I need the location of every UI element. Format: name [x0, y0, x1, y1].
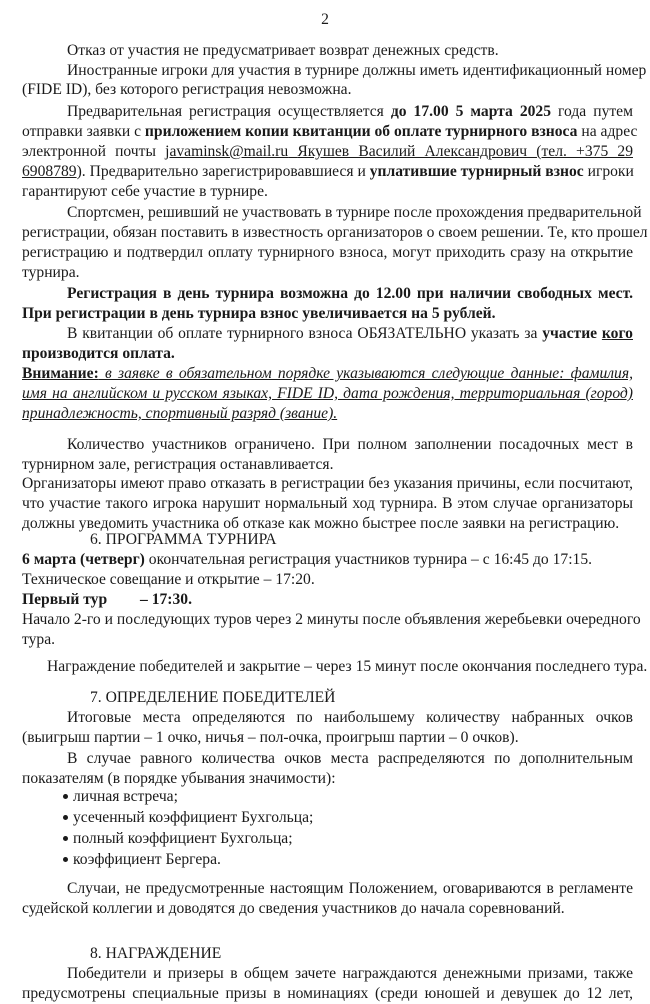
tiebreak-intro-2: показателям (в порядке убывания значимости): [22, 770, 336, 787]
tiebreak-intro-1: В случае равного количества очков места распределяются по дополнительным [67, 750, 633, 767]
same-day-registration-2: При регистрации в день турнира взнос увеличивается на 5 рублей. [22, 305, 496, 322]
attention-label: Внимание: [22, 365, 99, 382]
bullet-icon [63, 815, 68, 820]
attention-text: в заявке в обязательном порядке указываются следующие данные: фамилия, [105, 365, 633, 382]
refusal-text-2: что участие такого игрока нарушит нормальный ход турнира. В этом случае организаторы [22, 495, 633, 512]
awards-text-2: предусмотрены специальные призы в номинациях (среди юношей и девушек до 12 лет, [22, 985, 633, 1002]
tiebreak-item [63, 787, 178, 806]
attention-line-2: имя на английском и русском языках, FIDE ID, дата рождения, территориальная (город) [22, 385, 633, 402]
foreign-players-text-1: Иностранные игроки для участия в турнире должны иметь идентификационный номер [67, 62, 647, 79]
tiebreak-item [63, 829, 293, 848]
tiebreak-item [63, 808, 313, 827]
prereg-text-end: года путем [558, 103, 633, 120]
foreign-players-text-2: (FIDE ID), без которого регистрация невозможна. [22, 81, 352, 98]
tiebreak-item [63, 850, 221, 869]
bullet-icon [63, 836, 68, 841]
tiebreak-label: личная встреча; [73, 788, 178, 805]
receipt-text: В квитанции об оплате турнирного взноса ОБЯЗАТЕЛЬНО указать за [67, 325, 538, 342]
section-8-heading: 8. НАГРАЖДЕНИЕ [90, 945, 222, 962]
prereg-text: электронной почты [22, 143, 156, 160]
awards-text-1: Победители и призеры в общем зачете награждаются денежными призами, также [67, 965, 633, 982]
refund-notice: Отказ от участия не предусматривает возврат денежных средств. [67, 42, 499, 59]
withdrawal-text-3: регистрацию и подтвердил оплату турнирного взноса, могут приходить сразу на открытие [22, 244, 633, 261]
refusal-text-3: должны уведомить участника об отказе как можно быстрее после заявки на регистрацию. [22, 515, 620, 532]
receipt-note-1 [67, 324, 633, 343]
capacity-text-2: турнирном зале, регистрация останавливается. [22, 456, 334, 473]
email-link[interactable]: javaminsk@mail.ru [165, 143, 289, 160]
bullet-icon [63, 794, 68, 799]
receipt-whom: кого [601, 325, 633, 342]
attention-line-3: принадлежность, спортивный разряд (звание). [22, 405, 338, 422]
bullet-icon [63, 857, 68, 862]
program-line-5: тура. [22, 631, 56, 648]
other-cases-1: Случаи, не предусмотренные настоящим Положением, оговариваются в регламенте [67, 880, 633, 897]
prereg-text: Предварительная регистрация осуществляется [67, 103, 384, 120]
tiebreak-label: полный коэффициент Бухгольца; [73, 830, 293, 847]
prereg-line-2 [22, 122, 638, 141]
capacity-text-1: Количество участников ограничено. При полном заполнении посадочных мест в [67, 436, 633, 453]
refusal-text-1: Организаторы имеют право отказать в регистрации без указания причины, если посчитают, [22, 475, 633, 492]
prereg-text: на адрес [581, 123, 638, 140]
program-date: 6 марта (четверг) [22, 551, 145, 568]
program-line-2: Техническое совещание и открытие – 17:20. [22, 571, 315, 588]
page-number: 2 [321, 11, 329, 28]
prereg-receipt-requirement: приложением копии квитанции об оплате турнирного взноса [144, 123, 578, 140]
paid-fee-text: уплатившие турнирный взнос [369, 163, 584, 180]
program-line-1 [22, 550, 633, 569]
prereg-line-3 [22, 142, 633, 161]
withdrawal-text-4: турнира. [22, 264, 80, 281]
program-line-4: Начало 2-го и последующих туров через 2 минуты после объявления жеребьевки очередного [22, 611, 641, 628]
prereg-line-1 [67, 102, 633, 121]
prereg-text: ). Предварительно зарегистрировавшиеся и [76, 163, 366, 180]
tiebreak-label: усеченный коэффициент Бухгольца; [73, 809, 314, 826]
prereg-deadline: до 17.00 5 марта 2025 [390, 103, 552, 120]
program-text: окончательная регистрация участников турнира – с 16:45 до 17:15. [148, 551, 593, 568]
winners-text-2: (выигрыш партии – 1 очко, ничья – пол-очка, проигрыш партии – 0 очков). [22, 729, 519, 746]
tiebreak-label: коэффициент Бергера. [73, 851, 221, 868]
prereg-text: игроки [587, 163, 634, 180]
other-cases-2: судейской коллегии и доводятся до сведения участников до начала соревнований. [22, 900, 565, 917]
contact-person [288, 143, 633, 160]
withdrawal-text-2: регистрации, обязан поставить в известность организаторов о своем решении. Те, кто прошел [22, 224, 648, 241]
section-6-heading: 6. ПРОГРАММА ТУРНИРА [90, 531, 277, 548]
receipt-note-2: производится оплата. [22, 345, 175, 362]
prereg-text: отправки заявки с [22, 123, 142, 140]
phone-number-end: 6908789 [22, 163, 77, 180]
program-line-6: Награждение победителей и закрытие – через 15 минут после окончания последнего тура. [47, 658, 648, 675]
attention-line-1 [22, 364, 633, 383]
contact-text: Якушев Василий Александрович (тел. +375 29 [297, 143, 633, 160]
receipt-participation: участие [542, 325, 598, 342]
section-7-heading: 7. ОПРЕДЕЛЕНИЕ ПОБЕДИТЕЛЕЙ [90, 689, 336, 706]
prereg-line-5: гарантируют себе участие в турнире. [22, 183, 268, 200]
prereg-line-4 [22, 162, 633, 181]
withdrawal-text-1: Спортсмен, решивший не участвовать в турнире после прохождения предварительной [67, 204, 642, 221]
program-line-3 [22, 590, 633, 609]
same-day-registration-1: Регистрация в день турнира возможна до 12.00 при наличии свободных мест. [67, 285, 633, 302]
first-round-label: Первый тур [22, 591, 108, 608]
winners-text-1: Итоговые места определяются по наибольшему количеству набранных очков [67, 709, 633, 726]
first-round-time: – 17:30. [140, 591, 192, 608]
